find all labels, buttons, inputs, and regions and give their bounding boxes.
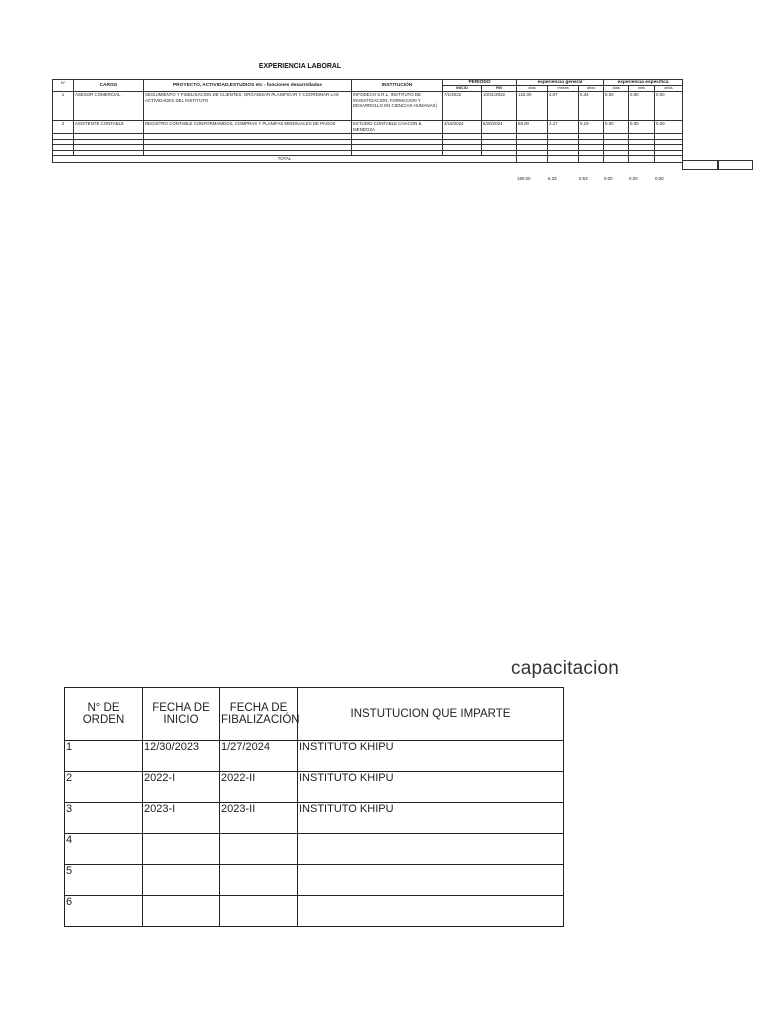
cell-fin [220, 896, 298, 927]
cell-anos-esp: 0.00 [655, 121, 683, 134]
table-row [53, 121, 683, 134]
cell-inicio [143, 834, 220, 865]
cell-num: 1 [53, 92, 74, 121]
header-periodo: PERIODO [443, 80, 517, 86]
header-inicio: INICIO [443, 86, 482, 92]
sum-dias: 190.00 [517, 176, 531, 181]
header-institucion: INSTITUCIÓN [352, 80, 443, 92]
cell-proyecto: SEGUIMIENTO Y FIDELISACION DE CLIENTES, ORGANISAR PLANIFICAR Y COORDINAR LAS ACTIVIDADES DEL INSTITUTO [144, 92, 352, 121]
table-row [65, 896, 564, 927]
cell-anos: 0.34 [579, 92, 604, 121]
cell-meses: 2.27 [548, 121, 579, 134]
header-num: N° [53, 80, 74, 92]
capacitacion-title: capacitacion [511, 658, 620, 679]
header-anos-esp: años [655, 86, 683, 92]
cell-fin: 1/27/2024 [220, 741, 298, 772]
header-dias: días [517, 86, 548, 92]
cell-cargo: ASISTENTE CONTABLE [74, 121, 144, 134]
sum-anos: 0.53 [579, 176, 588, 181]
cell-dias-esp: 0.00 [604, 92, 629, 121]
cell-institucion [298, 896, 564, 927]
capacitacion-header-row [65, 688, 564, 741]
header-proyecto: PROYECTO, ACTIVIDAD,ESTUDIOS etc - funciones desarrolladas [144, 80, 352, 92]
table-row [65, 741, 564, 772]
cell-dias-esp: 0.00 [604, 121, 629, 134]
cell-institucion: INFODECH S.R.L. INSTITUTO DE INVESTIGACION, FORMACION Y DESARROLLO EN CIENCIAS HUMANAS) [352, 92, 443, 121]
cell-fin [220, 834, 298, 865]
table-row [65, 834, 564, 865]
header-fecha-fin: FECHA DE FIBALIZACIÓN [220, 688, 298, 741]
cell-cargo: ASESOR COMERCIAL [74, 92, 144, 121]
cell-proyecto: REGISTRO CONTABLE CONFORMAMDOS, COMPRAS Y PLANIFAS MENSUALES DE PAGOS [144, 121, 352, 134]
cell-anos: 0.19 [579, 121, 604, 134]
cell-orden: 5 [65, 865, 143, 896]
cell-meses: 4.07 [548, 92, 579, 121]
cell-dias: 122.00 [517, 92, 548, 121]
cell-fin: 5/20/2024 [482, 121, 517, 134]
extra-cells [682, 160, 753, 168]
table-row [65, 772, 564, 803]
header-mes-esp: mes [629, 86, 655, 92]
cell-orden: 2 [65, 772, 143, 803]
experiencia-title: EXPERIENCIA LABORAL [258, 61, 342, 70]
cell-anos-esp: 0.00 [655, 92, 683, 121]
cell-num: 2 [53, 121, 74, 134]
cell-institucion: INSTITUTO KHIPU [298, 772, 564, 803]
header-cargo: CARGO [74, 80, 144, 92]
cell-inicio: 2023-I [143, 803, 220, 834]
cell-inicio [143, 896, 220, 927]
cell-fin [220, 865, 298, 896]
experiencia-table [52, 79, 683, 163]
cell-fin: 2022-II [220, 772, 298, 803]
cell-dias: 68.00 [517, 121, 548, 134]
cell-mes-esp: 0.00 [629, 121, 655, 134]
empty-cell [682, 160, 718, 170]
cell-inicio [143, 865, 220, 896]
table-row [53, 92, 683, 121]
cell-institucion: INSTITUTO KHIPU [298, 741, 564, 772]
sum-dias-esp: 0.00 [604, 176, 613, 181]
cell-orden: 6 [65, 896, 143, 927]
sum-anos-esp: 0.00 [655, 176, 664, 181]
cell-orden: 1 [65, 741, 143, 772]
cell-institucion: INSTITUTO KHIPU [298, 803, 564, 834]
cell-institucion [298, 865, 564, 896]
cell-inicio: 7/1/2022 [443, 92, 482, 121]
header-anos: años [579, 86, 604, 92]
header-orden: N° DE ORDEN [65, 688, 143, 741]
cell-orden: 3 [65, 803, 143, 834]
cell-inicio: 2022-I [143, 772, 220, 803]
cell-inicio: 3/16/2024 [443, 121, 482, 134]
header-exp-especifica: experiencia especifica [604, 80, 683, 86]
total-row [53, 156, 683, 162]
header-dias-esp: días [604, 86, 629, 92]
table-row [65, 865, 564, 896]
header-fecha-inicio: FECHA DE INICIO [143, 688, 220, 741]
empty-cell [718, 160, 753, 170]
header-fin: FIN [482, 86, 517, 92]
header-institucion: INSTUTUCION QUE IMPARTE [298, 688, 564, 741]
table-row [65, 803, 564, 834]
cell-mes-esp: 0.00 [629, 92, 655, 121]
header-meses: meses [548, 86, 579, 92]
cell-fin: 2023-II [220, 803, 298, 834]
cell-orden: 4 [65, 834, 143, 865]
cell-institucion [298, 834, 564, 865]
sum-meses: 6.33 [548, 176, 557, 181]
cell-institucion: ESTUDIO CONTABLE CHACON & MENDOZA [352, 121, 443, 134]
header-exp-general: experiencia general [517, 80, 604, 86]
capacitacion-table [64, 687, 564, 927]
sum-mes-esp: 0.00 [629, 176, 638, 181]
cell-fin: 10/31/2022 [482, 92, 517, 121]
cell-inicio: 12/30/2023 [143, 741, 220, 772]
total-label: TOTAL [53, 156, 517, 162]
